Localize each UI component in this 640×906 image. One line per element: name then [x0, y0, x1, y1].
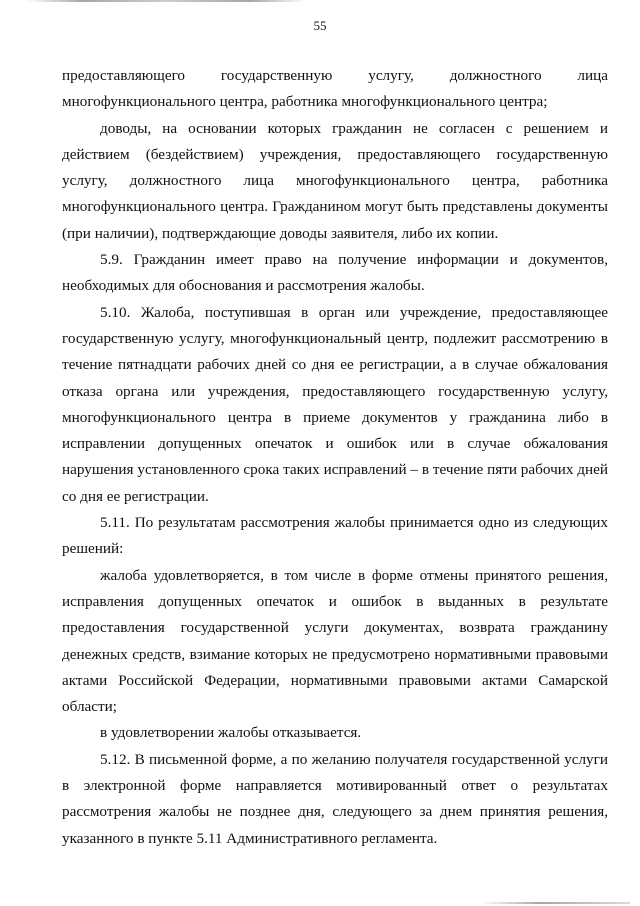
- paragraph-5-10: 5.10. Жалоба, поступившая в орган или учреждение, предоставляющее государственную услугу, многофункциональный центр, подлежит рассмотрению в течение пятнадцати рабочих дней со дня ее регистрации, а в случае обжалования отказа органа или учреждения, предоставляющего государственную услугу, многофункционального центра в приеме документов у гражданина либо в исправлении допущенных опечаток и ошибок или в случае обжалования нарушения установленного срока таких исправлений – в течение пяти рабочих дней со дня ее регистрации.: [62, 303, 608, 505]
- paragraph-arguments: доводы, на основании которых гражданин не согласен с решением и действием (бездействием) учреждения, предоставляющего государственную услугу, должностного лица многофункционального центра, работника многофункционального центра. Гражданином могут быть представлены документы (при наличии), подтверждающие доводы заявителя, либо их копии.: [62, 119, 608, 242]
- scan-artifact-bottom: [480, 902, 630, 904]
- document-body: [62, 63, 608, 852]
- paragraph-complaint-satisfied: жалоба удовлетворяется, в том числе в форме отмены принятого решения, исправления допущенных опечаток и ошибок в выданных в результате предоставления государственной услуги документах, возврата гражданину денежных средств, взимание которых не предусмотрено нормативными правовыми актами Российской Федерации, нормативными правовыми актами Самарской области;: [62, 566, 608, 716]
- paragraph-5-9: 5.9. Гражданин имеет право на получение информации и документов, необходимых для обоснования и рассмотрения жалобы.: [62, 251, 608, 295]
- page-number: 55: [313, 18, 327, 33]
- paragraph-complaint-refused: в удовлетворении жалобы отказывается.: [100, 724, 362, 742]
- paragraph-continuation: предоставляющего государственную услугу, должностного лица многофункционального центра, работника многофункционального центра;: [62, 67, 608, 111]
- paragraph-5-12: 5.12. В письменной форме, а по желанию получателя государственной услуги в электронной форме направляется мотивированный ответ о результатах рассмотрения жалобы не позднее дня, следующего за днем принятия решения, указанного в пункте 5.11 Административного регламента.: [62, 750, 608, 847]
- paragraph-5-11: 5.11. По результатам рассмотрения жалобы принимается одно из следующих решений:: [62, 514, 608, 558]
- scan-artifact-top: [26, 0, 306, 2]
